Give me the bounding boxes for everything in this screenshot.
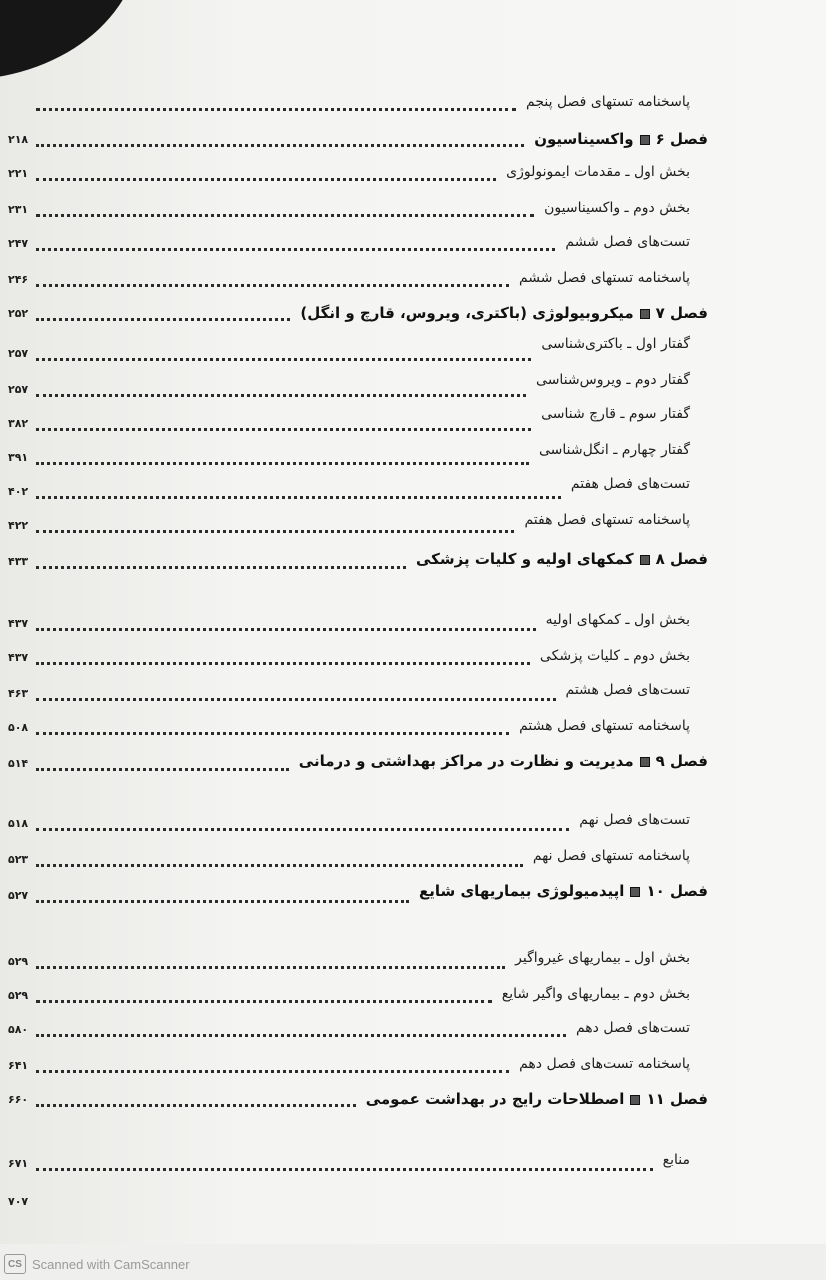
page-number: ۵۸۰	[8, 1022, 29, 1036]
page-number: ۲۱۸	[8, 132, 29, 146]
entry-title-text: بخش دوم ـ بیماریهای واگیر شایع	[501, 986, 690, 1002]
toc-section-row	[8, 476, 565, 506]
entry-title-text: پاسخنامه تستهای فصل هشتم	[519, 718, 690, 734]
page-number: ۲۳۱	[8, 202, 29, 216]
section-title	[663, 1152, 690, 1168]
section-title	[526, 94, 690, 110]
leader-dots	[36, 450, 529, 465]
chapter-number: ۷	[655, 304, 665, 322]
leader-dots	[36, 720, 509, 735]
chapter-heading	[416, 550, 708, 568]
section-title	[565, 234, 690, 250]
entry-title-text: میکروبیولوژی (باکتری، ویروس، قارچ و انگل)	[300, 304, 634, 322]
leader-dots	[36, 650, 530, 665]
leader-dots	[36, 518, 514, 533]
scan-corner-shadow	[0, 0, 140, 80]
camscanner-logo-icon: CS	[4, 1254, 26, 1274]
entry-title-text: گفتار سوم ـ قارچ شناسی	[541, 406, 690, 422]
leader-dots	[36, 96, 516, 111]
leader-dots	[36, 236, 555, 251]
toc-section-row	[8, 1148, 657, 1178]
entry-title-text: بخش اول ـ بیماریهای غیرواگیر	[515, 950, 690, 966]
chapter-heading	[419, 882, 708, 900]
entry-title-text: پاسخنامه تستهای فصل هفتم	[524, 512, 690, 528]
page-number: ۴۳۷	[8, 650, 29, 664]
toc-section-row	[8, 808, 573, 838]
section-title	[524, 512, 690, 528]
section-title	[566, 682, 691, 698]
toc-section-row	[8, 338, 535, 368]
chapter-word: فصل	[670, 1090, 708, 1108]
toc-chapter-row	[8, 298, 294, 328]
chapter-word: فصل	[670, 304, 708, 322]
toc-chapter-row	[8, 546, 410, 576]
page-number: ۵۱۸	[8, 816, 29, 830]
toc-section-row	[8, 442, 533, 472]
entry-title-text: اپیدمیولوژی بیماریهای شایع	[418, 882, 625, 900]
chapter-heading	[300, 304, 708, 322]
entry-title-text: پاسخنامه تستهای فصل ششم	[518, 270, 690, 286]
toc-section-row	[8, 712, 513, 742]
toc-chapter-row	[8, 880, 413, 910]
square-bullet-icon	[640, 555, 650, 565]
leader-dots	[36, 888, 409, 903]
leader-dots	[36, 988, 492, 1003]
leader-dots	[36, 554, 406, 569]
page-number: ۵۲۳	[8, 852, 29, 866]
section-title	[536, 372, 690, 388]
entry-title-text: واکسیناسیون	[534, 130, 634, 148]
entry-title-text: گفتار چهارم ـ انگل‌شناسی	[539, 442, 690, 458]
entry-title-text: کمکهای اولیه و کلیات پزشکی	[416, 550, 634, 568]
entry-title-text: منابع	[662, 1152, 690, 1168]
toc-section-row	[8, 228, 559, 258]
section-title	[541, 406, 690, 422]
entry-title-text: پاسخنامه تست‌های فصل دهم	[519, 1056, 690, 1072]
chapter-heading	[534, 130, 708, 148]
leader-dots	[36, 1058, 509, 1073]
toc-section-row	[8, 264, 513, 294]
page-number: ۴۳۳	[8, 554, 29, 568]
chapter-word: فصل	[670, 550, 708, 568]
leader-dots	[36, 954, 505, 969]
entry-title-text: تست‌های فصل هفتم	[570, 476, 690, 492]
chapter-word: فصل	[670, 752, 708, 770]
leader-dots	[36, 1092, 356, 1107]
square-bullet-icon	[640, 757, 650, 767]
page-number: ۳۸۲	[8, 416, 29, 430]
section-title	[502, 986, 690, 1002]
square-bullet-icon	[630, 887, 640, 897]
square-bullet-icon	[640, 135, 650, 145]
page-number: ۵۲۷	[8, 888, 29, 902]
leader-dots	[36, 852, 523, 867]
page-number: ۴۳۷	[8, 616, 29, 630]
section-title	[519, 270, 690, 286]
page-number: ۶۷۱	[8, 1156, 29, 1170]
section-title	[540, 648, 690, 664]
page-number: ۵۲۹	[8, 988, 29, 1002]
entry-title-text: بخش دوم ـ واکسیناسیون	[544, 200, 690, 216]
chapter-word: فصل	[670, 882, 708, 900]
page-number: ۵۲۹	[8, 954, 29, 968]
page-number: ۵۰۸	[8, 720, 29, 734]
page-number: ۲۴۶	[8, 272, 29, 286]
page-number: ۲۲۱	[8, 166, 29, 180]
leader-dots	[36, 1156, 653, 1171]
chapter-number: ۱۱	[646, 1090, 665, 1108]
page-number: ۷۰۷	[8, 1194, 29, 1208]
entry-title-text: گفتار اول ـ باکتری‌شناسی	[541, 336, 690, 352]
toc-section-row	[8, 678, 560, 708]
toc-section-row	[8, 510, 518, 540]
section-title	[546, 612, 690, 628]
chapter-heading	[366, 1090, 708, 1108]
section-title	[533, 848, 690, 864]
leader-dots	[36, 756, 289, 771]
leader-dots	[36, 202, 534, 217]
leader-dots	[36, 382, 526, 397]
chapter-heading	[299, 752, 708, 770]
leader-dots	[36, 616, 536, 631]
leader-dots	[36, 346, 531, 361]
section-title	[515, 950, 690, 966]
leader-dots	[36, 484, 561, 499]
entry-title-text: بخش دوم ـ کلیات پزشکی	[539, 648, 690, 664]
entry-title-text: بخش اول ـ کمکهای اولیه	[545, 612, 690, 628]
page-number: ۲۵۲	[8, 306, 29, 320]
toc-section-row	[8, 88, 520, 118]
entry-title-text: گفتار دوم ـ ویروس‌شناسی	[536, 372, 690, 388]
section-title	[519, 718, 690, 734]
entry-title-text: پاسخنامه تستهای فصل نهم	[532, 848, 690, 864]
page-number: ۵۱۴	[8, 756, 29, 770]
entry-title-text: تست‌های فصل نهم	[579, 812, 690, 828]
leader-dots	[36, 272, 509, 287]
toc-section-row	[8, 608, 540, 638]
page-number: ۶۴۱	[8, 1058, 29, 1072]
section-title	[576, 1020, 690, 1036]
toc-section-row	[8, 946, 509, 976]
page-number: ۲۵۷	[8, 382, 29, 396]
toc-section-row	[8, 374, 530, 404]
leader-dots	[36, 306, 290, 321]
toc-section-row	[8, 158, 500, 188]
leader-dots	[36, 686, 556, 701]
entry-title-text: مدیریت و نظارت در مراکز بهداشتی و درمانی	[298, 752, 634, 770]
square-bullet-icon	[640, 309, 650, 319]
leader-dots	[36, 132, 524, 147]
entry-title-text: تست‌های فصل هشتم	[565, 682, 690, 698]
toc-chapter-row	[8, 124, 528, 154]
toc-section-row	[8, 408, 535, 438]
page-number: ۲۴۷	[8, 236, 29, 250]
page-number: ۳۹۱	[8, 450, 29, 464]
toc-section-row	[8, 642, 534, 672]
toc-chapter-row	[8, 1084, 360, 1114]
page-number: ۴۰۲	[8, 484, 29, 498]
toc-chapter-row	[8, 748, 293, 778]
section-title	[539, 442, 690, 458]
toc-section-row	[8, 980, 496, 1010]
chapter-number: ۱۰	[646, 882, 665, 900]
entry-title-text: پاسخنامه تستهای فصل پنجم	[526, 94, 690, 110]
section-title	[541, 336, 690, 352]
section-title	[571, 476, 690, 492]
toc-section-row	[8, 1050, 513, 1080]
page-number: ۲۵۷	[8, 346, 29, 360]
toc-section-row	[8, 194, 538, 224]
section-title	[519, 1056, 690, 1072]
page-number: ۴۶۳	[8, 686, 29, 700]
watermark-text: Scanned with CamScanner	[32, 1256, 190, 1272]
section-title	[506, 164, 690, 180]
leader-dots	[36, 166, 496, 181]
toc-row	[8, 1186, 690, 1216]
chapter-number: ۸	[655, 550, 665, 568]
chapter-word: فصل	[670, 130, 708, 148]
toc-section-row	[8, 844, 527, 874]
chapter-number: ۶	[655, 130, 665, 148]
entry-title-text: اصطلاحات رایج در بهداشت عمومی	[365, 1090, 625, 1108]
toc-section-row	[8, 1014, 570, 1044]
entry-title-text: بخش اول ـ مقدمات ایمونولوژی	[506, 164, 690, 180]
chapter-number: ۹	[655, 752, 665, 770]
section-title	[579, 812, 690, 828]
leader-dots	[36, 416, 531, 431]
leader-dots	[36, 816, 569, 831]
page-number: ۴۲۲	[8, 518, 29, 532]
entry-title-text: تست‌های فصل دهم	[575, 1020, 690, 1036]
square-bullet-icon	[630, 1095, 640, 1105]
page-number: ۶۶۰	[8, 1092, 29, 1106]
section-title	[544, 200, 690, 216]
leader-dots	[36, 1022, 566, 1037]
entry-title-text: تست‌های فصل ششم	[565, 234, 690, 250]
camscanner-watermark	[4, 1252, 190, 1276]
